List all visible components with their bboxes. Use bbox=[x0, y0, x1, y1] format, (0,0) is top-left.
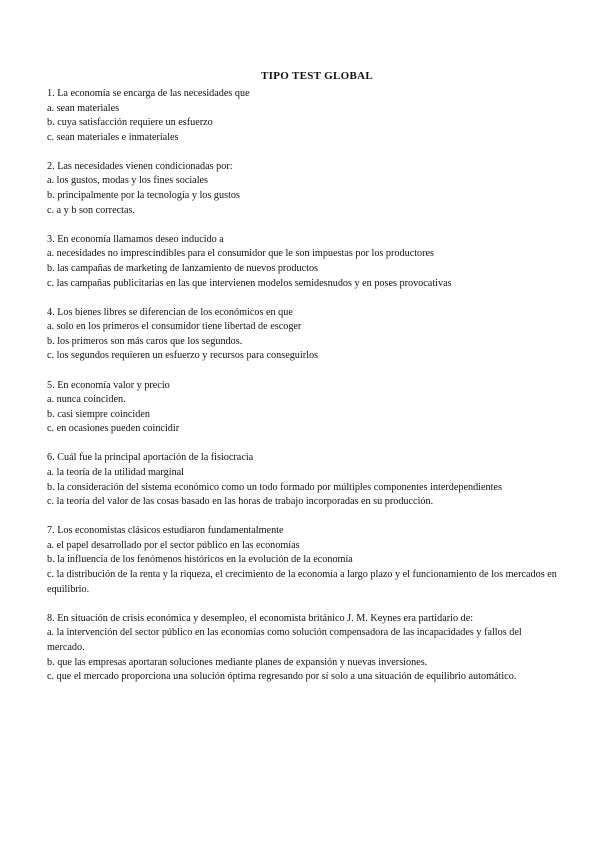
question-1 bbox=[47, 87, 557, 145]
option-c: c. los segundos requieren un esfuerzo y recursos para conseguirlos bbox=[47, 350, 319, 362]
question-5 bbox=[47, 379, 557, 437]
option-b: b. casi siempre coinciden bbox=[47, 408, 150, 420]
option-a: a. necesidades no imprescindibles para el consumidor que le son impuestas por los productores bbox=[47, 248, 435, 260]
option-a: a. solo en los primeros el consumidor tiene libertad de escoger bbox=[47, 321, 302, 333]
question-text: 8. En situación de crisis económica y desempleo, el economista británico J. M. Keynes era partidario de: bbox=[47, 612, 474, 624]
option-b: b. la influencia de los fenómenos históricos en la evolución de la economía bbox=[47, 554, 353, 566]
option-a: a. la intervención del sector público en las economías como solución compensadora de las incapacidades y fallos del mercado. bbox=[47, 627, 522, 653]
option-a: a. nunca coinciden. bbox=[47, 394, 126, 406]
option-c: c. la teoría del valor de las cosas basado en las horas de trabajo incorporadas en su producción. bbox=[47, 496, 434, 508]
question-text: 1. La economía se encarga de las necesidades que bbox=[47, 88, 250, 99]
question-8 bbox=[47, 612, 557, 685]
option-a: a. los gustos, modas y los fines sociales bbox=[47, 175, 209, 187]
question-text: 5. En economía valor y precio bbox=[47, 379, 170, 391]
question-text: 7. Los economistas clásicos estudiaron fundamentalmente bbox=[47, 525, 284, 537]
question-6 bbox=[47, 451, 557, 509]
option-a: a. la teoría de la utilidad marginal bbox=[47, 466, 185, 478]
option-c: c. en ocasiones pueden coincidir bbox=[47, 423, 180, 435]
question-text: 6. Cuál fue la principal aportación de la fisiocracia bbox=[47, 452, 254, 464]
option-a: a. sean materiales bbox=[47, 102, 120, 114]
question-text: 4. Los bienes libres se diferencian de los económicos en que bbox=[47, 306, 293, 318]
option-b: b. que las empresas aportaran soluciones mediante planes de expansión y nuevas inversiones. bbox=[47, 656, 428, 668]
option-b: b. las campañas de marketing de lanzamiento de nuevos productos bbox=[47, 262, 319, 274]
option-b: b. la consideración del sistema económico como un todo formado por múltiples componentes interdependientes bbox=[47, 481, 502, 493]
option-a: a. el papel desarrollado por el sector público en las economías bbox=[47, 539, 300, 551]
document-page bbox=[47, 70, 557, 699]
document-title: TIPO TEST GLOBAL bbox=[261, 70, 373, 82]
option-b: b. los primeros son más caros que los segundos. bbox=[47, 335, 243, 347]
option-b: b. principalmente por la tecnología y los gustos bbox=[47, 190, 240, 202]
question-text: 2. Las necesidades vienen condicionadas por: bbox=[47, 160, 233, 172]
option-c: c. que el mercado proporciona una solución óptima regresando por sí solo a una situación de equilibrio automático. bbox=[47, 671, 517, 683]
option-c: c. la distribución de la renta y la riqueza, el crecimiento de la economía a largo plazo y el funcionamiento de los mercados en equilibrio. bbox=[47, 569, 557, 595]
question-2 bbox=[47, 160, 557, 218]
question-3 bbox=[47, 233, 557, 291]
option-c: c. a y b son correctas. bbox=[47, 204, 135, 216]
question-7 bbox=[47, 524, 557, 597]
option-c: c. sean materiales e inmateriales bbox=[47, 131, 179, 143]
question-text: 3. En economía llamamos deseo inducido a bbox=[47, 233, 224, 245]
option-c: c. las campañas publicitarias en las que intervienen modelos semidesnudos y en poses provocativas bbox=[47, 277, 452, 289]
option-b: b. cuya satisfacción requiere un esfuerzo bbox=[47, 117, 213, 129]
question-4 bbox=[47, 306, 557, 364]
